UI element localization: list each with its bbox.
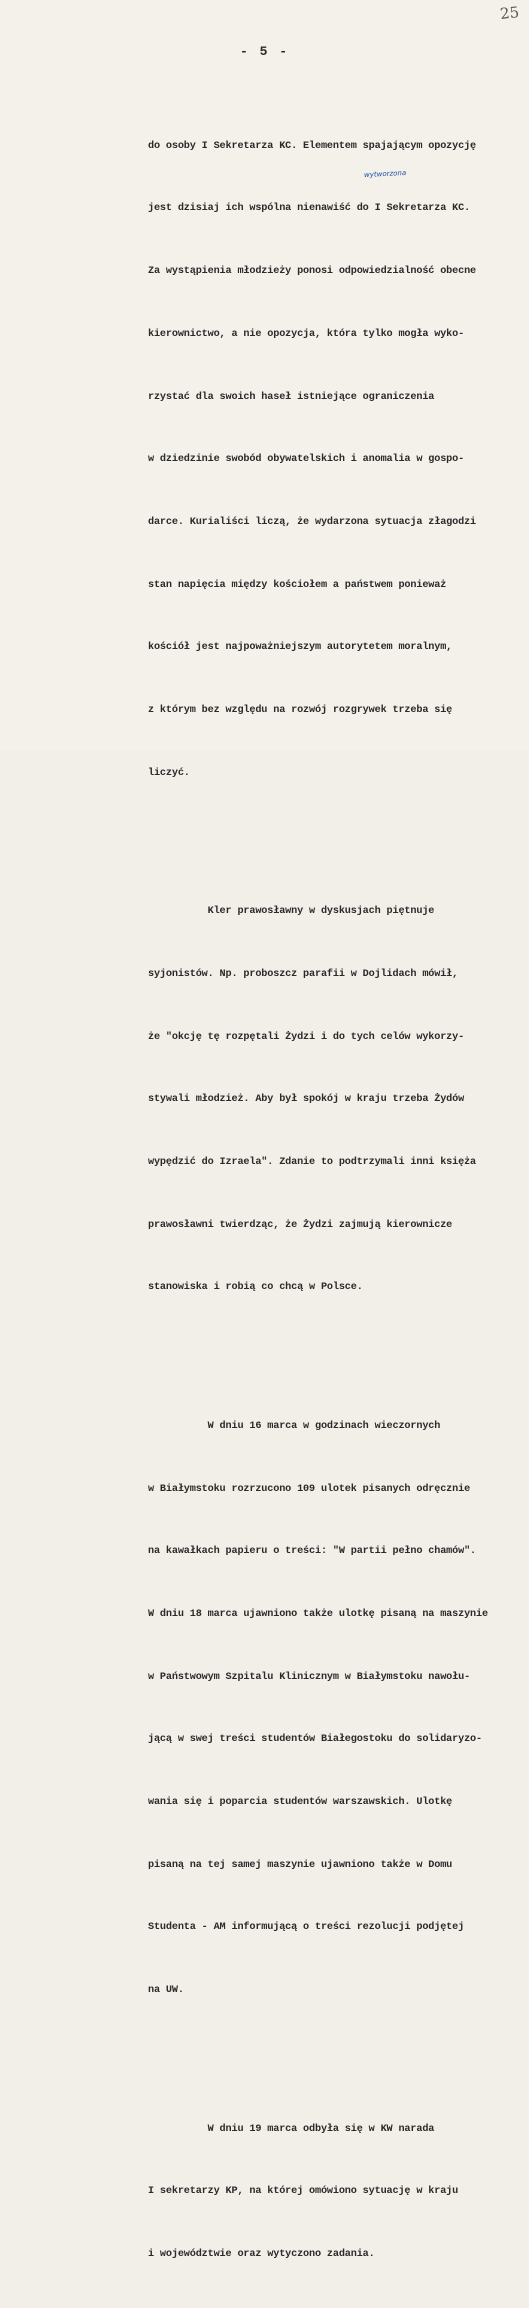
text-line: że "okcję tę rozpętali Żydzi i do tych celów wykorzy- [148,1031,465,1043]
text-line: syjonistów. Np. proboszcz parafii w Dojlidach mówił, [148,968,459,980]
text-line: I sekretarzy KP, na której omówiono sytuację w kraju [148,2186,459,2198]
paragraph-gap [148,1341,518,1354]
text-line: kościół jest najpoważniejszym autorytetem moralnym, [148,642,453,654]
text-line: stan napięcia między kościołem a państwem ponieważ [148,579,447,591]
text-line: na kawałkach papieru o treści: "W partii pełno chamów". [148,1546,476,1558]
text-line: Studenta - AM informującą o treści rezolucji podjętej [148,1922,465,1934]
text-line: pisaną na tej samej maszynie ujawniono także w Domu [148,1859,453,1871]
text-line: stywali młodzież. Aby był spokój w kraju trzeba Żydów [148,1094,465,1106]
text-line: jącą w swej treści studentów Białegostoku do solidaryzo- [148,1734,482,1746]
body-text [148,74,518,2308]
text-line: stanowiska i robią co chcą w Polsce. [148,1282,363,1294]
text-line: z którym bez względu na rozwój rozgrywek trzeba się [148,705,453,717]
paragraph-gap [148,2044,518,2057]
text-line: w Białymstoku rozrzucono 109 ulotek pisanych odręcznie [148,1483,471,1495]
text-line: jest dzisiaj ich wspólna nienawiść do I Sekretarza KC. [148,203,471,215]
text-line: prawosławni twierdząc, że Żydzi zajmują kierownicze [148,1219,453,1231]
text-line: W dniu 18 marca ujawniono także ulotkę pisaną na maszynie [148,1608,488,1620]
text-line: Kler prawosławny w dyskusjach piętnuje [148,906,435,918]
text-line: w dziedzinie swobód obywatelskich i anomalia w gospo- [148,454,465,466]
text-line: w Państwowym Szpitalu Klinicznym w Białymstoku nawołu- [148,1671,471,1683]
text-line: na UW. [148,1985,184,1997]
text-line: do osoby I Sekretarza KC. Elementem spajającym opozycję [148,140,476,152]
text-line: darce. Kurialiści liczą, że wydarzona sytuacja złagodzi [148,516,476,528]
text-line: wypędzić do Izraela". Zdanie to podtrzymali inni księża [148,1156,476,1168]
text-line: wania się i poparcia studentów warszawskich. Ulotkę [148,1797,453,1809]
text-line: Za wystąpienia młodzieży ponosi odpowiedzialność obecne [148,266,476,278]
text-line: i województwie oraz wytyczono zadania. [148,2248,375,2260]
text-line: kierownictwo, a nie opozycja, która tylko mogła wyko- [148,328,465,340]
page-number: - 5 - [239,44,289,59]
handwritten-page-number: 25 [499,3,520,23]
text-line: W dniu 19 marca odbyła się w KW narada [148,2123,435,2135]
text-line: W dniu 16 marca w godzinach wieczornych [148,1420,441,1432]
paragraph-gap [148,826,518,839]
text-line: liczyć. [148,767,190,779]
text-line: rzystać dla swoich haseł istniejące ograniczenia [148,391,435,403]
handwritten-annotation: wytworzona [363,168,407,180]
